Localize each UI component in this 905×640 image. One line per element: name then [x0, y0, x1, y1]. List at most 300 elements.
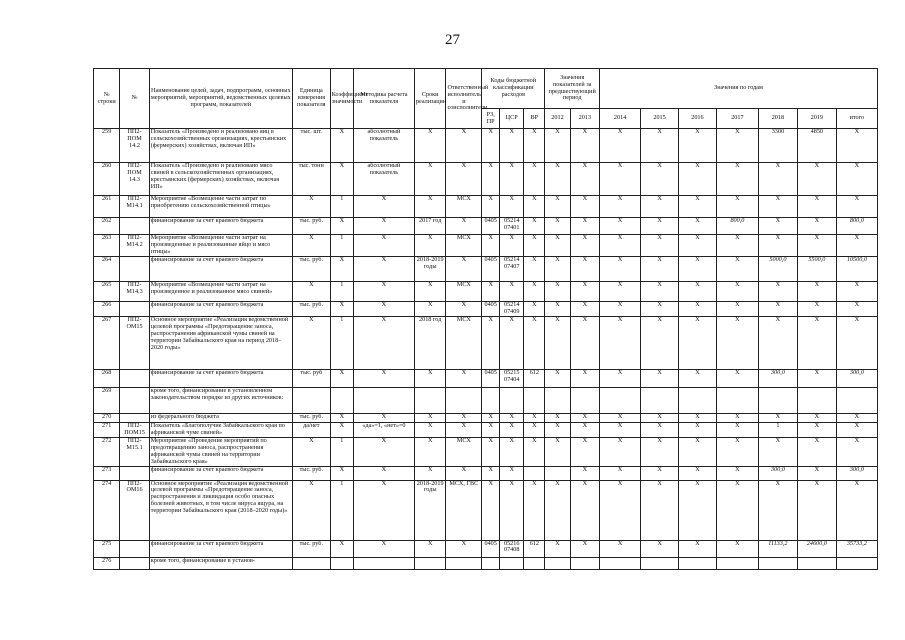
- cell-y2019: X: [797, 316, 836, 369]
- cell-n: 259: [94, 129, 120, 163]
- cell-resp: МСХ: [446, 235, 482, 257]
- cell-unit: тыс. руб.: [292, 302, 330, 317]
- cell-total: 35733,2: [836, 540, 877, 557]
- cell-y2015: X: [641, 129, 679, 163]
- cell-y2015: X: [641, 480, 679, 540]
- cell-y2013: X: [570, 466, 599, 480]
- cell-coef: [330, 387, 353, 413]
- cell-y2018: 5000,0: [758, 257, 797, 282]
- cell-terms: 2018-2019 годы: [414, 480, 446, 540]
- cell-terms: X: [414, 413, 446, 422]
- cell-coef: X: [330, 302, 353, 317]
- cell-resp: [446, 557, 482, 569]
- cell-y2015: X: [641, 316, 679, 369]
- cell-code: [120, 387, 149, 413]
- cell-method: X: [353, 369, 414, 387]
- header-row-number: № строки: [94, 69, 120, 129]
- table-row: [94, 437, 878, 466]
- cell-y2019: X: [797, 466, 836, 480]
- header-total: итого: [836, 109, 877, 129]
- cell-csr: [500, 557, 524, 569]
- cell-csr: X: [500, 282, 524, 302]
- cell-y2012: X: [545, 540, 570, 557]
- cell-coef: X: [330, 413, 353, 422]
- cell-name: финансирование за счет краевого бюджета: [149, 218, 292, 235]
- cell-unit: тыс. тонн: [292, 163, 330, 196]
- cell-coef: 1: [330, 480, 353, 540]
- cell-resp: X: [446, 540, 482, 557]
- header-code: №: [120, 69, 149, 129]
- cell-resp: X: [446, 369, 482, 387]
- cell-code: ПП2-ПОМ 14.3: [120, 163, 149, 196]
- header-csr: ЦСР: [500, 109, 524, 129]
- cell-y2017: X: [716, 480, 758, 540]
- cell-y2014: X: [600, 129, 641, 163]
- cell-name: кроме того, финансирование в установ-: [149, 557, 292, 569]
- cell-y2012: X: [545, 480, 570, 540]
- cell-y2018: X: [758, 163, 797, 196]
- cell-rz: X: [482, 480, 500, 540]
- cell-y2017: X: [716, 257, 758, 282]
- cell-y2013: X: [570, 540, 599, 557]
- cell-coef: 1: [330, 196, 353, 218]
- cell-resp: X: [446, 257, 482, 282]
- cell-resp: МСХ: [446, 437, 482, 466]
- header-unit: Единица измерения показателя: [292, 69, 330, 129]
- cell-y2016: X: [678, 302, 716, 317]
- cell-method: X: [353, 218, 414, 235]
- cell-coef: 1: [330, 437, 353, 466]
- cell-vr: X: [524, 129, 545, 163]
- cell-name: Мероприятие «Возмещение части затрат по приобретению сельскохозяйственной птицы»: [149, 196, 292, 218]
- table-body: [94, 129, 878, 570]
- cell-code: ПП2-М14.1: [120, 196, 149, 218]
- cell-unit: [292, 387, 330, 413]
- cell-y2017: [716, 557, 758, 569]
- cell-n: 276: [94, 557, 120, 569]
- cell-total: X: [836, 129, 877, 163]
- cell-name: финансирование за счет краевого бюджета: [149, 540, 292, 557]
- cell-vr: [524, 387, 545, 413]
- page-number: 27: [445, 32, 460, 48]
- cell-vr: X: [524, 218, 545, 235]
- cell-y2016: X: [678, 257, 716, 282]
- cell-method: X: [353, 257, 414, 282]
- cell-coef: X: [330, 422, 353, 437]
- cell-coef: [330, 557, 353, 569]
- cell-y2013: X: [570, 437, 599, 466]
- cell-total: 300,0: [836, 466, 877, 480]
- cell-name: кроме того, финансирование в установленном законодательством порядке из других источников:: [149, 387, 292, 413]
- table-row: [94, 302, 878, 317]
- cell-vr: 612: [524, 369, 545, 387]
- cell-resp: МСХ: [446, 282, 482, 302]
- cell-csr: 05216 07408: [500, 540, 524, 557]
- cell-y2019: 4850: [797, 129, 836, 163]
- cell-y2015: X: [641, 422, 679, 437]
- cell-unit: X: [292, 480, 330, 540]
- table-row: [94, 422, 878, 437]
- cell-terms: [414, 557, 446, 569]
- cell-y2012: X: [545, 163, 570, 196]
- cell-y2012: X: [545, 437, 570, 466]
- cell-terms: X: [414, 196, 446, 218]
- cell-n: 261: [94, 196, 120, 218]
- cell-rz: X: [482, 466, 500, 480]
- cell-y2014: X: [600, 282, 641, 302]
- cell-n: 260: [94, 163, 120, 196]
- cell-method: абсолютный показатель: [353, 163, 414, 196]
- cell-y2015: X: [641, 257, 679, 282]
- cell-csr: 05214 07407: [500, 257, 524, 282]
- cell-coef: X: [330, 163, 353, 196]
- cell-n: 266: [94, 302, 120, 317]
- cell-vr: X: [524, 422, 545, 437]
- cell-name: Показатель «Произведено и реализовано мясо свиней в сельскохозяйственных организациях, крестьянских (фермерских) хозяйствах, включая ИП»: [149, 163, 292, 196]
- cell-terms: 2018-2019 годы: [414, 257, 446, 282]
- cell-code: [120, 466, 149, 480]
- cell-name: финансирование за счет краевого бюджета: [149, 257, 292, 282]
- cell-method: абсолютный показатель: [353, 129, 414, 163]
- cell-y2013: X: [570, 257, 599, 282]
- cell-resp: X: [446, 218, 482, 235]
- cell-code: [120, 257, 149, 282]
- table-row: [94, 129, 878, 163]
- cell-y2018: X: [758, 218, 797, 235]
- cell-y2018: X: [758, 413, 797, 422]
- cell-total: X: [836, 235, 877, 257]
- cell-unit: тыс. руб.: [292, 540, 330, 557]
- cell-y2012: X: [545, 257, 570, 282]
- cell-total: X: [836, 480, 877, 540]
- cell-n: 271: [94, 422, 120, 437]
- cell-rz: [482, 387, 500, 413]
- cell-y2016: X: [678, 163, 716, 196]
- cell-unit: тыс. руб.: [292, 413, 330, 422]
- cell-y2015: [641, 387, 679, 413]
- table-row: [94, 387, 878, 413]
- cell-coef: X: [330, 257, 353, 282]
- cell-vr: X: [524, 163, 545, 196]
- cell-resp: МСХ: [446, 196, 482, 218]
- table-row: [94, 196, 878, 218]
- cell-y2018: 300,0: [758, 369, 797, 387]
- cell-y2013: X: [570, 369, 599, 387]
- header-vr: ВР: [524, 109, 545, 129]
- cell-y2016: [678, 557, 716, 569]
- cell-vr: X: [524, 413, 545, 422]
- cell-coef: X: [330, 369, 353, 387]
- cell-y2019: X: [797, 235, 836, 257]
- cell-terms: 2018 год: [414, 316, 446, 369]
- cell-code: [120, 218, 149, 235]
- cell-n: 267: [94, 316, 120, 369]
- cell-rz: X: [482, 129, 500, 163]
- cell-y2017: 800,0: [716, 218, 758, 235]
- cell-y2015: [641, 557, 679, 569]
- cell-y2013: X: [570, 282, 599, 302]
- cell-y2013: X: [570, 218, 599, 235]
- cell-code: ПП2-М15.1: [120, 437, 149, 466]
- header-2017: 2017: [716, 109, 758, 129]
- cell-y2012: X: [545, 413, 570, 422]
- cell-vr: [524, 466, 545, 480]
- cell-y2018: 3300: [758, 129, 797, 163]
- cell-total: X: [836, 413, 877, 422]
- cell-csr: X: [500, 196, 524, 218]
- cell-terms: X: [414, 422, 446, 437]
- cell-terms: [414, 387, 446, 413]
- cell-method: X: [353, 235, 414, 257]
- cell-y2017: X: [716, 316, 758, 369]
- cell-csr: X: [500, 129, 524, 163]
- cell-terms: X: [414, 129, 446, 163]
- cell-unit: X: [292, 282, 330, 302]
- cell-method: [353, 387, 414, 413]
- cell-y2017: X: [716, 196, 758, 218]
- cell-y2017: X: [716, 163, 758, 196]
- cell-y2018: X: [758, 196, 797, 218]
- cell-y2014: X: [600, 422, 641, 437]
- table-row: [94, 540, 878, 557]
- cell-name: финансирование за счет краевого бюджета: [149, 369, 292, 387]
- cell-name: Показатель «Произведено и реализовано яиц в сельскохозяйственных организациях, крестьянских (фермерских) хозяйствах, включая ИП»: [149, 129, 292, 163]
- cell-n: 264: [94, 257, 120, 282]
- cell-y2019: X: [797, 196, 836, 218]
- program-table: [93, 68, 878, 570]
- cell-y2013: [570, 557, 599, 569]
- cell-y2019: 5500,0: [797, 257, 836, 282]
- cell-y2017: X: [716, 302, 758, 317]
- cell-y2018: X: [758, 316, 797, 369]
- table-row: [94, 257, 878, 282]
- cell-coef: 1: [330, 235, 353, 257]
- cell-y2016: X: [678, 235, 716, 257]
- cell-y2019: X: [797, 437, 836, 466]
- header-method: Методика расчета показателя: [353, 69, 414, 129]
- cell-unit: [292, 557, 330, 569]
- cell-y2015: X: [641, 437, 679, 466]
- cell-coef: X: [330, 218, 353, 235]
- cell-unit: X: [292, 196, 330, 218]
- cell-y2017: X: [716, 235, 758, 257]
- cell-terms: X: [414, 540, 446, 557]
- cell-y2014: X: [600, 466, 641, 480]
- cell-unit: тыс. шт.: [292, 129, 330, 163]
- cell-vr: X: [524, 257, 545, 282]
- cell-terms: 2017 год: [414, 218, 446, 235]
- cell-name: Основное мероприятие «Реализация ведомственной целевой программы «Предотвращение заноса, распространения и ликвидация особо опасных болезней животных, в том числе вируса ящура, на территории Забайкальского края (2018–2020 годы)»: [149, 480, 292, 540]
- table-row: [94, 316, 878, 369]
- cell-rz: 0405: [482, 302, 500, 317]
- header-name: Наименование целей, задач, подпрограмм, основных мероприятий, мероприятий, ведомственных целевых программ, показателей: [149, 69, 292, 129]
- cell-y2014: X: [600, 302, 641, 317]
- cell-y2015: X: [641, 163, 679, 196]
- cell-y2012: [545, 466, 570, 480]
- cell-y2019: X: [797, 218, 836, 235]
- cell-y2016: X: [678, 422, 716, 437]
- header-terms: Сроки реализации: [414, 69, 446, 129]
- cell-y2014: X: [600, 316, 641, 369]
- cell-y2012: X: [545, 316, 570, 369]
- cell-y2018: 11133,2: [758, 540, 797, 557]
- cell-resp: МСХ: [446, 316, 482, 369]
- cell-code: ПП2-М14.2: [120, 235, 149, 257]
- cell-y2019: X: [797, 369, 836, 387]
- cell-y2014: X: [600, 540, 641, 557]
- cell-csr: X: [500, 466, 524, 480]
- header-2016: 2016: [678, 109, 716, 129]
- cell-vr: X: [524, 282, 545, 302]
- header-2015: 2015: [641, 109, 679, 129]
- cell-code: ПП2-ПОМ 14.2: [120, 129, 149, 163]
- cell-unit: тыс. руб: [292, 369, 330, 387]
- cell-total: X: [836, 422, 877, 437]
- cell-terms: X: [414, 369, 446, 387]
- cell-y2015: X: [641, 218, 679, 235]
- cell-csr: X: [500, 316, 524, 369]
- cell-n: 262: [94, 218, 120, 235]
- cell-terms: X: [414, 466, 446, 480]
- cell-y2014: X: [600, 257, 641, 282]
- table-row: [94, 557, 878, 569]
- cell-coef: 1: [330, 316, 353, 369]
- cell-vr: X: [524, 480, 545, 540]
- cell-y2013: X: [570, 413, 599, 422]
- header-base-values: Значения показателей за предшествующий период: [545, 69, 600, 109]
- cell-code: [120, 302, 149, 317]
- cell-method: X: [353, 196, 414, 218]
- cell-y2019: X: [797, 422, 836, 437]
- cell-method: X: [353, 413, 414, 422]
- cell-total: X: [836, 316, 877, 369]
- cell-n: 270: [94, 413, 120, 422]
- cell-y2018: [758, 557, 797, 569]
- cell-terms: X: [414, 282, 446, 302]
- cell-name: Основное мероприятие «Реализация ведомственной целевой программы «Предотвращение заноса, распространения африканской чумы свиней на территории Забайкальского края на период 2018–2020 годы»: [149, 316, 292, 369]
- cell-rz: X: [482, 437, 500, 466]
- cell-y2016: X: [678, 196, 716, 218]
- cell-y2013: X: [570, 163, 599, 196]
- cell-name: Мероприятие «Проведение мероприятий по предотвращению заноса, распространения африканской чумы свиней на территории Забайкальского края»: [149, 437, 292, 466]
- cell-rz: 0405: [482, 257, 500, 282]
- cell-method: X: [353, 316, 414, 369]
- cell-unit: X: [292, 235, 330, 257]
- cell-rz: X: [482, 422, 500, 437]
- cell-y2014: X: [600, 235, 641, 257]
- cell-csr: X: [500, 163, 524, 196]
- cell-rz: X: [482, 316, 500, 369]
- cell-csr: 05214 07401: [500, 218, 524, 235]
- cell-y2013: X: [570, 302, 599, 317]
- cell-code: ПП2-ПОМ15: [120, 422, 149, 437]
- cell-method: X: [353, 302, 414, 317]
- cell-n: 265: [94, 282, 120, 302]
- cell-n: 268: [94, 369, 120, 387]
- cell-terms: X: [414, 437, 446, 466]
- cell-total: [836, 387, 877, 413]
- cell-y2019: X: [797, 480, 836, 540]
- cell-csr: X: [500, 413, 524, 422]
- cell-unit: X: [292, 316, 330, 369]
- cell-name: из федерального бюджета: [149, 413, 292, 422]
- cell-y2016: X: [678, 540, 716, 557]
- cell-csr: X: [500, 235, 524, 257]
- cell-y2016: X: [678, 316, 716, 369]
- cell-resp: X: [446, 129, 482, 163]
- cell-terms: X: [414, 235, 446, 257]
- cell-y2013: X: [570, 196, 599, 218]
- cell-total: X: [836, 437, 877, 466]
- cell-y2015: X: [641, 196, 679, 218]
- cell-total: X: [836, 302, 877, 317]
- cell-resp: X: [446, 466, 482, 480]
- cell-y2016: X: [678, 466, 716, 480]
- cell-total: 300,0: [836, 369, 877, 387]
- cell-y2012: X: [545, 218, 570, 235]
- cell-coef: X: [330, 129, 353, 163]
- cell-unit: тыс. руб.: [292, 466, 330, 480]
- cell-y2015: X: [641, 282, 679, 302]
- cell-n: 275: [94, 540, 120, 557]
- cell-total: [836, 557, 877, 569]
- cell-y2012: X: [545, 369, 570, 387]
- cell-rz: 0405: [482, 369, 500, 387]
- cell-terms: X: [414, 302, 446, 317]
- cell-name: финансирование за счет краевого бюджета: [149, 302, 292, 317]
- cell-resp: X: [446, 302, 482, 317]
- cell-y2017: X: [716, 422, 758, 437]
- cell-y2019: X: [797, 413, 836, 422]
- cell-y2015: X: [641, 369, 679, 387]
- cell-y2012: X: [545, 235, 570, 257]
- cell-y2012: X: [545, 129, 570, 163]
- cell-unit: тыс. руб.: [292, 218, 330, 235]
- cell-rz: 0405: [482, 218, 500, 235]
- cell-rz: X: [482, 235, 500, 257]
- cell-y2018: 300,0: [758, 466, 797, 480]
- cell-y2014: X: [600, 196, 641, 218]
- cell-y2013: X: [570, 480, 599, 540]
- table-row: [94, 235, 878, 257]
- cell-code: ПП2-ОМ16: [120, 480, 149, 540]
- cell-y2016: X: [678, 218, 716, 235]
- cell-y2019: X: [797, 163, 836, 196]
- cell-name: Мероприятие «Возмещение части затрат на произведенные и реализованные яйцо и мясо птицы»: [149, 235, 292, 257]
- cell-vr: 612: [524, 540, 545, 557]
- cell-vr: X: [524, 235, 545, 257]
- cell-total: 10500,0: [836, 257, 877, 282]
- header-2012: 2012: [545, 109, 570, 129]
- cell-y2016: X: [678, 480, 716, 540]
- cell-y2019: X: [797, 282, 836, 302]
- cell-csr: 05214 07409: [500, 302, 524, 317]
- cell-rz: X: [482, 413, 500, 422]
- cell-y2013: [570, 387, 599, 413]
- cell-y2014: X: [600, 437, 641, 466]
- cell-y2014: X: [600, 480, 641, 540]
- cell-y2015: X: [641, 540, 679, 557]
- cell-rz: X: [482, 196, 500, 218]
- cell-y2016: X: [678, 129, 716, 163]
- cell-y2013: X: [570, 235, 599, 257]
- cell-y2013: X: [570, 422, 599, 437]
- cell-name: финансирование за счет краевого бюджета: [149, 466, 292, 480]
- cell-vr: X: [524, 437, 545, 466]
- cell-rz: X: [482, 282, 500, 302]
- cell-code: ПП2-М14.3: [120, 282, 149, 302]
- cell-coef: X: [330, 466, 353, 480]
